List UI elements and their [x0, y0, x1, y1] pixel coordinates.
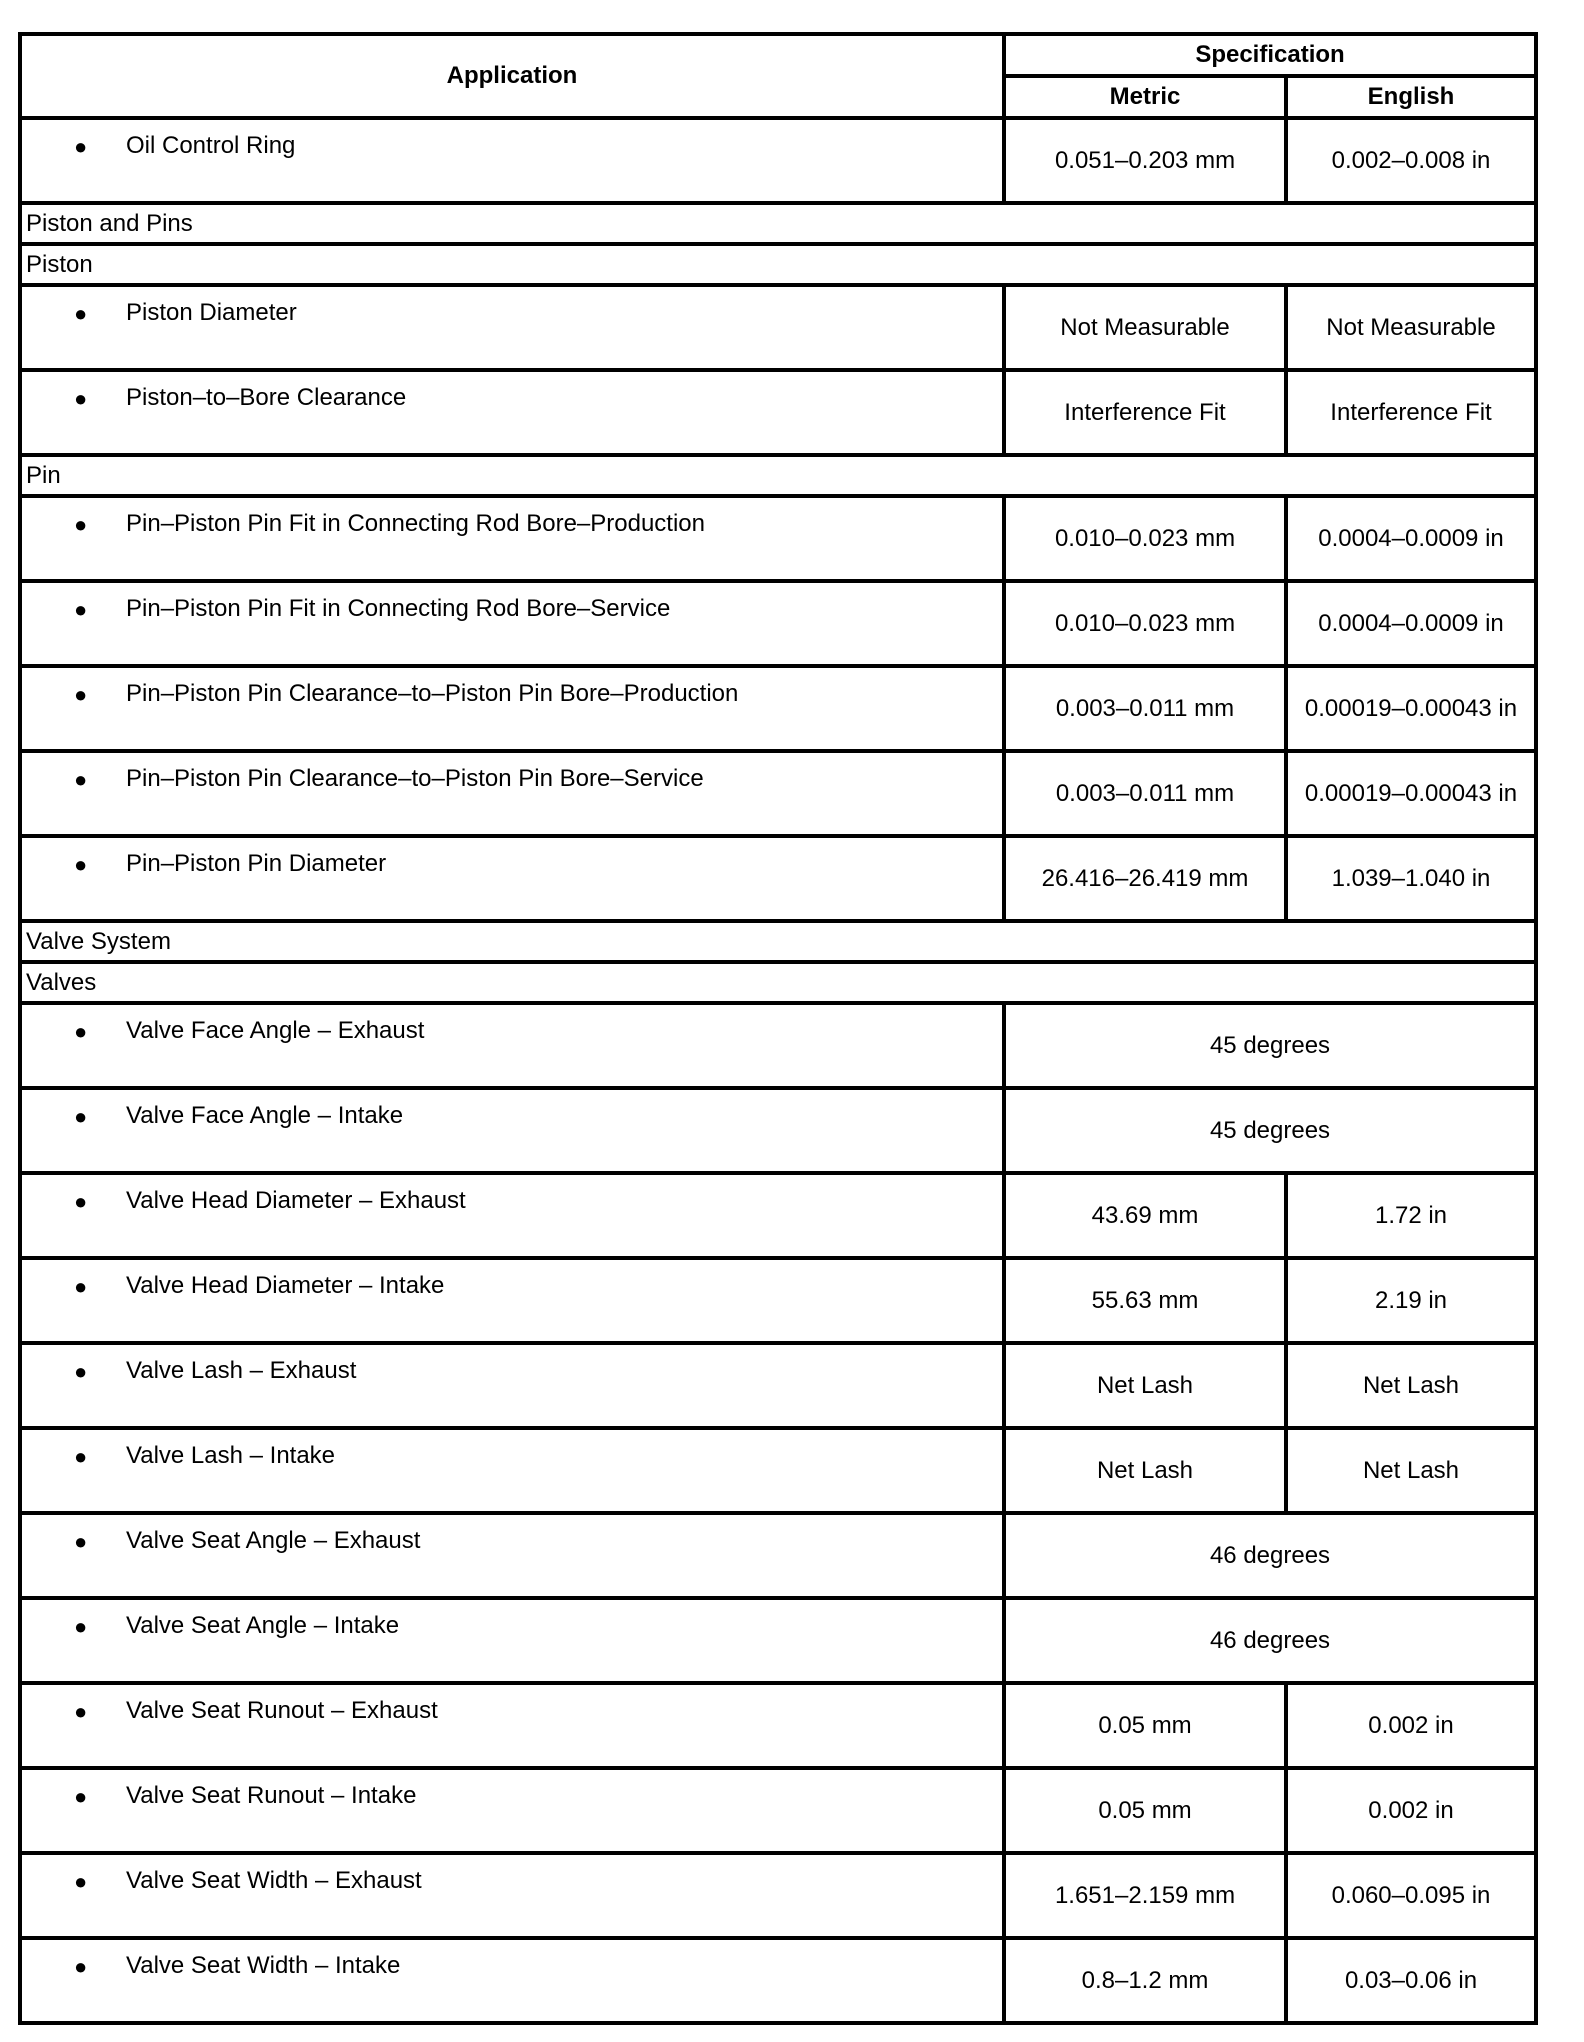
english-value-cell: 0.060–0.095 in [1286, 1853, 1536, 1938]
application-label: Valve Lash – Intake [126, 1442, 336, 1469]
application-cell [20, 1428, 1004, 1513]
table-row [20, 496, 1536, 581]
metric-value-cell: Not Measurable [1004, 285, 1286, 370]
table-row [20, 666, 1536, 751]
metric-value-cell: 0.05 mm [1004, 1683, 1286, 1768]
english-value-cell: 0.0004–0.0009 in [1286, 581, 1536, 666]
table-row [20, 1088, 1536, 1173]
application-label: Valve Seat Width – Intake [126, 1952, 401, 1979]
english-value-cell: Net Lash [1286, 1428, 1536, 1513]
metric-header: Metric [1004, 76, 1286, 118]
table-row [20, 118, 1536, 203]
bullet-icon: ● [74, 1104, 88, 1129]
section-row [20, 203, 1536, 244]
specification-header: Specification [1004, 34, 1536, 76]
bullet-icon: ● [74, 1359, 88, 1384]
application-label: Valve Head Diameter – Exhaust [126, 1187, 466, 1214]
metric-value-cell: 1.651–2.159 mm [1004, 1853, 1286, 1938]
application-cell [20, 1343, 1004, 1428]
section-label: Valves [20, 962, 1536, 1003]
specification-table [18, 32, 1538, 2025]
english-value-cell: 0.00019–0.00043 in [1286, 751, 1536, 836]
section-label: Valve System [20, 921, 1536, 962]
metric-value-cell: Net Lash [1004, 1428, 1286, 1513]
english-value-cell: 0.002 in [1286, 1768, 1536, 1853]
bullet-icon: ● [74, 1954, 88, 1979]
application-label: Pin–Piston Pin Fit in Connecting Rod Bore–Service [126, 595, 671, 622]
application-cell [20, 1088, 1004, 1173]
application-label: Valve Face Angle – Intake [126, 1102, 404, 1129]
bullet-icon: ● [74, 301, 88, 326]
application-cell [20, 836, 1004, 921]
application-cell [20, 751, 1004, 836]
table-row [20, 1853, 1536, 1938]
english-value-cell: Interference Fit [1286, 370, 1536, 455]
english-value-cell: 0.00019–0.00043 in [1286, 666, 1536, 751]
bullet-icon: ● [74, 767, 88, 792]
application-label: Valve Seat Width – Exhaust [126, 1867, 422, 1894]
table-row [20, 1513, 1536, 1598]
application-cell [20, 666, 1004, 751]
table-row [20, 1938, 1536, 2023]
combined-value-cell: 46 degrees [1004, 1598, 1536, 1683]
section-label: Piston and Pins [20, 203, 1536, 244]
bullet-icon: ● [74, 1529, 88, 1554]
section-row [20, 921, 1536, 962]
application-cell [20, 1258, 1004, 1343]
english-value-cell: 1.039–1.040 in [1286, 836, 1536, 921]
metric-value-cell: Net Lash [1004, 1343, 1286, 1428]
application-cell [20, 1003, 1004, 1088]
application-label: Valve Face Angle – Exhaust [126, 1017, 425, 1044]
metric-value-cell: 0.051–0.203 mm [1004, 118, 1286, 203]
application-label: Pin–Piston Pin Diameter [126, 850, 387, 877]
metric-value-cell: 43.69 mm [1004, 1173, 1286, 1258]
bullet-icon: ● [74, 682, 88, 707]
metric-value-cell: 0.003–0.011 mm [1004, 751, 1286, 836]
application-label: Pin–Piston Pin Fit in Connecting Rod Bore–Production [126, 510, 705, 537]
metric-value-cell: 0.010–0.023 mm [1004, 581, 1286, 666]
bullet-icon: ● [74, 1869, 88, 1894]
table-row [20, 285, 1536, 370]
table-row [20, 1258, 1536, 1343]
table-row [20, 836, 1536, 921]
bullet-icon: ● [74, 1784, 88, 1809]
table-row [20, 1003, 1536, 1088]
table-row [20, 1343, 1536, 1428]
table-row [20, 1598, 1536, 1683]
table-row [20, 1768, 1536, 1853]
bullet-icon: ● [74, 512, 88, 537]
english-value-cell: 0.002–0.008 in [1286, 118, 1536, 203]
english-value-cell: Not Measurable [1286, 285, 1536, 370]
application-cell [20, 1853, 1004, 1938]
table-row [20, 1173, 1536, 1258]
application-label: Piston Diameter [126, 299, 297, 326]
english-value-cell: 0.0004–0.0009 in [1286, 496, 1536, 581]
application-cell [20, 285, 1004, 370]
bullet-icon: ● [74, 1019, 88, 1044]
application-cell [20, 1683, 1004, 1768]
application-cell [20, 1768, 1004, 1853]
application-label: Valve Seat Angle – Exhaust [126, 1527, 421, 1554]
bullet-icon: ● [74, 1189, 88, 1214]
bullet-icon: ● [74, 1444, 88, 1469]
bullet-icon: ● [74, 1614, 88, 1639]
english-value-cell: 0.03–0.06 in [1286, 1938, 1536, 2023]
application-label: Valve Head Diameter – Intake [126, 1272, 445, 1299]
section-label: Pin [20, 455, 1536, 496]
table-row [20, 581, 1536, 666]
application-cell [20, 581, 1004, 666]
combined-value-cell: 45 degrees [1004, 1003, 1536, 1088]
bullet-icon: ● [74, 852, 88, 877]
section-row [20, 455, 1536, 496]
application-label: Oil Control Ring [126, 132, 296, 159]
metric-value-cell: 0.05 mm [1004, 1768, 1286, 1853]
english-value-cell: 1.72 in [1286, 1173, 1536, 1258]
english-value-cell: 2.19 in [1286, 1258, 1536, 1343]
metric-value-cell: Interference Fit [1004, 370, 1286, 455]
application-label: Valve Seat Angle – Intake [126, 1612, 400, 1639]
application-label: Valve Seat Runout – Exhaust [126, 1697, 438, 1724]
table-row [20, 751, 1536, 836]
application-label: Pin–Piston Pin Clearance–to–Piston Pin Bore–Service [126, 765, 704, 792]
table-body [20, 118, 1536, 2023]
application-label: Pin–Piston Pin Clearance–to–Piston Pin Bore–Production [126, 680, 739, 707]
metric-value-cell: 0.8–1.2 mm [1004, 1938, 1286, 2023]
application-cell [20, 496, 1004, 581]
metric-value-cell: 55.63 mm [1004, 1258, 1286, 1343]
section-row [20, 244, 1536, 285]
application-cell [20, 1513, 1004, 1598]
application-label: Valve Lash – Exhaust [126, 1357, 357, 1384]
metric-value-cell: 0.010–0.023 mm [1004, 496, 1286, 581]
combined-value-cell: 45 degrees [1004, 1088, 1536, 1173]
table-row [20, 1683, 1536, 1768]
english-value-cell: 0.002 in [1286, 1683, 1536, 1768]
combined-value-cell: 46 degrees [1004, 1513, 1536, 1598]
bullet-icon: ● [74, 597, 88, 622]
bullet-icon: ● [74, 1699, 88, 1724]
section-label: Piston [20, 244, 1536, 285]
application-cell [20, 370, 1004, 455]
application-label: Piston–to–Bore Clearance [126, 384, 407, 411]
application-label: Valve Seat Runout – Intake [126, 1782, 417, 1809]
section-row [20, 962, 1536, 1003]
application-cell [20, 1598, 1004, 1683]
bullet-icon: ● [74, 134, 88, 159]
application-cell [20, 118, 1004, 203]
metric-value-cell: 26.416–26.419 mm [1004, 836, 1286, 921]
table-row [20, 1428, 1536, 1513]
english-value-cell: Net Lash [1286, 1343, 1536, 1428]
metric-value-cell: 0.003–0.011 mm [1004, 666, 1286, 751]
bullet-icon: ● [74, 386, 88, 411]
application-cell [20, 1173, 1004, 1258]
bullet-icon: ● [74, 1274, 88, 1299]
application-cell [20, 1938, 1004, 2023]
application-header: Application [20, 34, 1004, 118]
english-header: English [1286, 76, 1536, 118]
table-row [20, 370, 1536, 455]
